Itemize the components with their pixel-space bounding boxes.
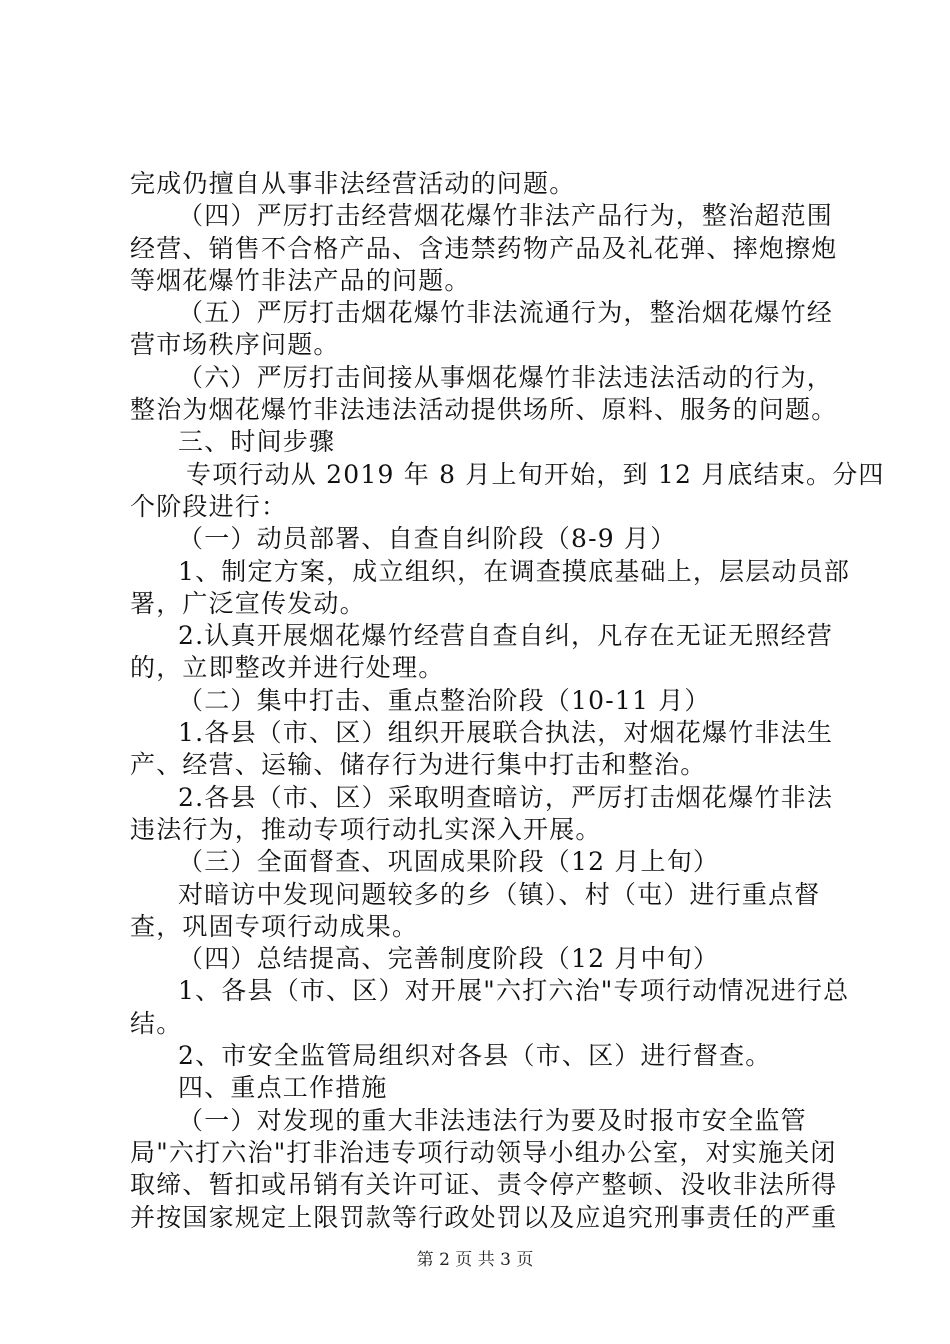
text-line: 2.认真开展烟花爆竹经营自查自纠，凡存在无证无照经营 — [178, 621, 834, 651]
text-line: 取缔、暂扣或吊销有关许可证、责令停产整顿、没收非法所得 — [130, 1170, 838, 1200]
text-line: 违法行为，推动专项行动扎实深入开展。 — [130, 814, 602, 844]
text-line: 产、经营、运输、储存行为进行集中打击和整治。 — [130, 750, 707, 780]
text-line: 经营、销售不合格产品、含违禁药物产品及礼花弹、摔炮擦炮 — [130, 233, 838, 263]
subsection-heading: （一）动员部署、自查自纠阶段（8-9 月） — [178, 524, 677, 554]
text-line: 结。 — [130, 1008, 183, 1038]
subsection-heading: （三）全面督查、巩固成果阶段（12 月上旬） — [178, 847, 720, 877]
section-heading: 三、时间步骤 — [178, 427, 336, 457]
subsection-heading: （四）总结提高、完善制度阶段（12 月中旬） — [178, 944, 720, 974]
text-line: 营市场秩序问题。 — [130, 330, 340, 360]
text-line: 整治为烟花爆竹非法违法活动提供场所、原料、服务的问题。 — [130, 395, 838, 425]
text-line: 的，立即整改并进行处理。 — [130, 653, 445, 683]
text-line: 专项行动从 2019 年 8 月上旬开始，到 12 月底结束。分四 — [186, 459, 885, 489]
text-line: （六）严厉打击间接从事烟花爆竹非法违法活动的行为， — [178, 362, 834, 392]
text-line: 完成仍擅自从事非法经营活动的问题。 — [130, 169, 576, 198]
text-line: 等烟花爆竹非法产品的问题。 — [130, 265, 471, 295]
text-line: 1、各县（市、区）对开展"六打六治"专项行动情况进行总 — [178, 976, 850, 1006]
text-line: （一）对发现的重大非法违法行为要及时报市安全监管 — [178, 1105, 807, 1135]
text-line: （五）严厉打击烟花爆竹非法流通行为，整治烟花爆竹经 — [178, 298, 834, 328]
text-line: （四）严厉打击经营烟花爆竹非法产品行为，整治超范围 — [178, 201, 834, 231]
text-line: 并按国家规定上限罚款等行政处罚以及应追究刑事责任的严重 — [130, 1202, 838, 1232]
text-line: 对暗访中发现问题较多的乡（镇）、村（屯）进行重点督 — [178, 879, 821, 909]
text-line: 查，巩固专项行动成果。 — [130, 911, 419, 941]
subsection-heading: （二）集中打击、重点整治阶段（10-11 月） — [178, 685, 711, 715]
text-line: 个阶段进行： — [130, 491, 288, 521]
text-line: 1、制定方案，成立组织，在调查摸底基础上，层层动员部 — [178, 556, 851, 586]
text-line: 2、市安全监管局组织对各县（市、区）进行督查。 — [178, 1041, 772, 1071]
page-number-footer: 第 2 页 共 3 页 — [416, 1250, 534, 1270]
text-line: 局"六打六治"打非治违专项行动领导小组办公室，对实施关闭 — [130, 1137, 837, 1167]
text-line: 署，广泛宣传发动。 — [130, 588, 366, 618]
document-body — [130, 168, 885, 1234]
text-line: 1.各县（市、区）组织开展联合执法，对烟花爆竹非法生 — [178, 718, 834, 748]
section-heading: 四、重点工作措施 — [178, 1073, 388, 1103]
text-line: 2.各县（市、区）采取明查暗访，严厉打击烟花爆竹非法 — [178, 782, 834, 812]
